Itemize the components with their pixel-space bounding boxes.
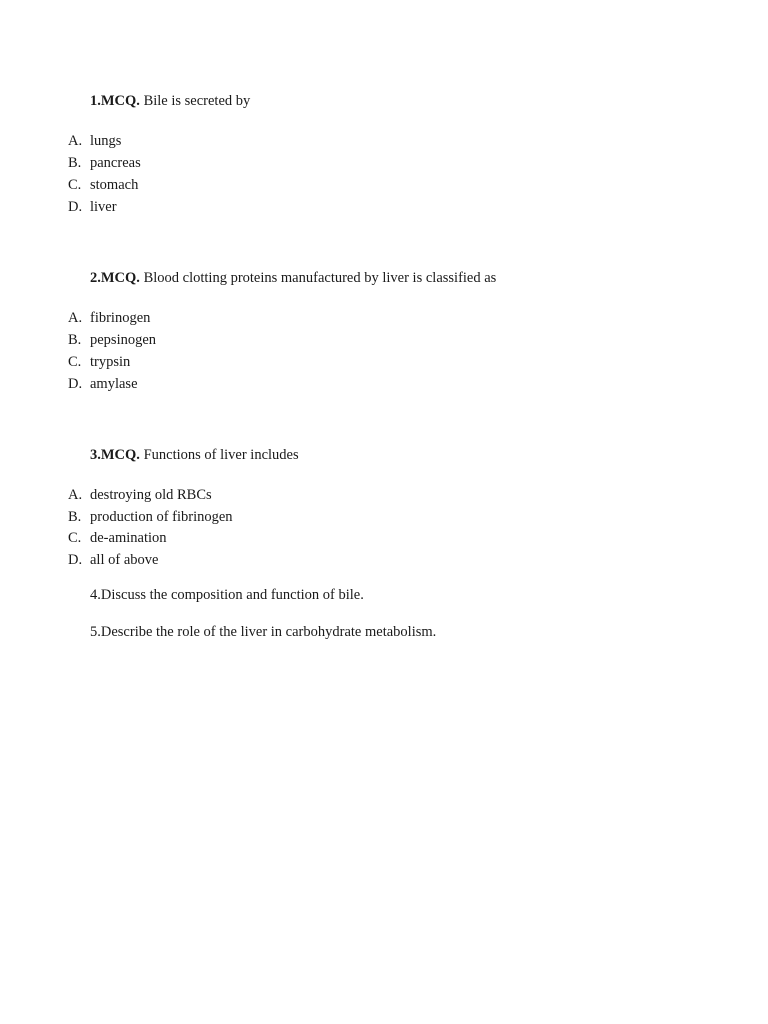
question-2-option-b	[68, 333, 156, 348]
option-text: trypsin	[90, 354, 131, 370]
question-1-option-d	[68, 200, 117, 215]
option-letter: D.	[68, 199, 83, 215]
question-1-option-a	[68, 134, 121, 149]
option-text: lungs	[90, 133, 122, 149]
option-text: stomach	[90, 177, 139, 193]
option-letter: A.	[68, 133, 83, 149]
option-letter: D.	[68, 376, 83, 392]
option-text: destroying old RBCs	[90, 487, 212, 503]
option-text: liver	[90, 199, 117, 215]
question-1-number: 1.MCQ.	[90, 93, 140, 109]
question-2-title	[90, 271, 496, 286]
option-letter: A.	[68, 487, 83, 503]
option-text: fibrinogen	[90, 310, 151, 326]
option-letter: C.	[68, 354, 82, 370]
question-3-title	[90, 448, 299, 463]
option-text: amylase	[90, 376, 138, 392]
question-2-text: Blood clotting proteins manufactured by liver is classified as	[139, 270, 497, 286]
question-1-option-b	[68, 156, 141, 171]
option-letter: B.	[68, 509, 82, 525]
essay-question-4: 4.Discuss the composition and function of bile.	[90, 587, 364, 603]
option-letter: D.	[68, 552, 83, 568]
question-2-option-c	[68, 355, 130, 370]
option-letter: B.	[68, 332, 82, 348]
option-text: all of above	[90, 552, 159, 568]
option-letter: A.	[68, 310, 83, 326]
question-1-text: Bile is secreted by	[139, 93, 251, 109]
question-2-option-a	[68, 311, 150, 326]
option-letter: C.	[68, 530, 82, 546]
option-text: pancreas	[90, 155, 141, 171]
question-3-option-c	[68, 531, 167, 546]
question-3-option-b	[68, 510, 233, 525]
question-2-number: 2.MCQ.	[90, 270, 140, 286]
question-3-text: Functions of liver includes	[139, 447, 299, 463]
essay-question-5: 5.Describe the role of the liver in carbohydrate metabolism.	[90, 624, 437, 640]
question-2-option-d	[68, 377, 138, 392]
question-1-title	[90, 94, 250, 109]
option-text: de-amination	[90, 530, 167, 546]
question-1-option-c	[68, 178, 138, 193]
option-text: production of fibrinogen	[90, 509, 233, 525]
question-3-option-a	[68, 488, 212, 503]
option-letter: B.	[68, 155, 82, 171]
question-3-number: 3.MCQ.	[90, 447, 140, 463]
question-3-option-d	[68, 553, 158, 568]
option-text: pepsinogen	[90, 332, 157, 348]
option-letter: C.	[68, 177, 82, 193]
